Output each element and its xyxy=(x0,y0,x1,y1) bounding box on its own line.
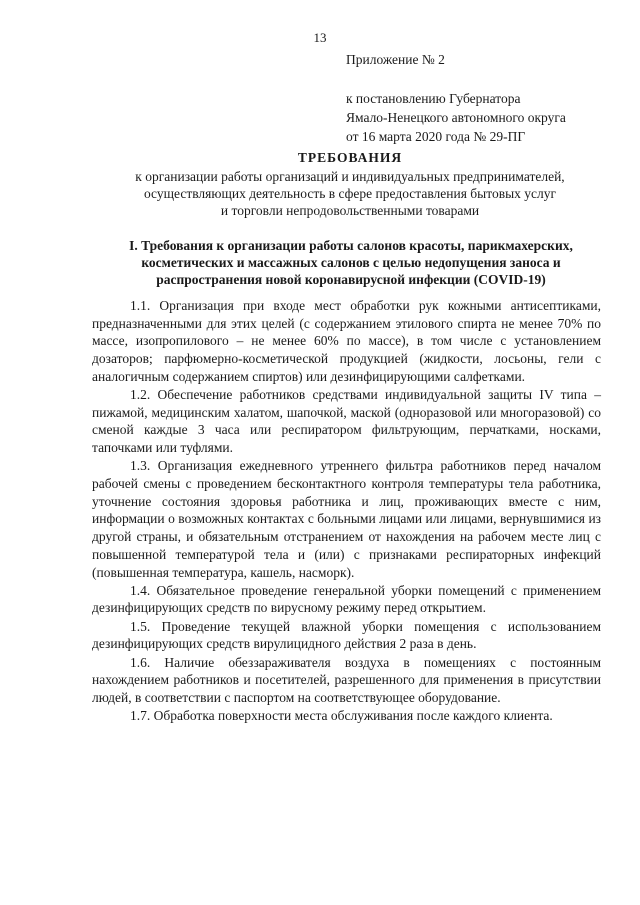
appendix-ref-line: к постановлению Губернатора xyxy=(346,91,521,106)
subtitle-line: осуществляющих деятельность в сфере предоставления бытовых услуг xyxy=(143,186,557,201)
appendix-ref-line: Ямало-Ненецкого автономного округа xyxy=(346,110,566,125)
paragraph-1-4: 1.4. Обязательное проведение генеральной уборки помещений с применением дезинфицирующих средств по вирусному режиму перед открытием. xyxy=(92,582,601,616)
paragraph-1-3: 1.3. Организация ежедневного утреннего фильтра работников перед началом рабочей смены с проведением бесконтактного контроля температуры тела работника, уточнение состояния здоровья работника и лиц, проживающих вместе с ним, информации о возможных контактах с больными лицами или лицами, вернувшимися из другой страны, и обязательным отстранением от нахождения на рабочем месте лиц с повышенной температурой тела и (или) с признаками респираторных инфекций (повышенная температура, кашель, насморк). xyxy=(92,458,601,580)
section-heading xyxy=(96,237,606,288)
heading-line: косметических и массажных салонов с целью недопущения заноса и xyxy=(141,255,561,270)
appendix-block xyxy=(346,50,566,146)
section-body xyxy=(92,297,601,725)
subtitle-line: к организации работы организаций и индивидуальных предпринимателей, xyxy=(135,169,565,184)
page-number: 13 xyxy=(313,30,327,45)
paragraph-1-2: 1.2. Обеспечение работников средствами индивидуальной защиты IV типа – пижамой, медицинским халатом, шапочкой, маской (одноразовой или многоразовой) со сменой каждые 3 часа или респиратором фильтрующим, перчатками, носками, тапочками или туфлями. xyxy=(92,387,601,456)
heading-line: распространения новой коронавирусной инфекции (COVID-19) xyxy=(156,272,546,287)
paragraph-1-7: 1.7. Обработка поверхности места обслуживания после каждого клиента. xyxy=(130,708,553,724)
paragraph-1-1: 1.1. Организация при входе мест обработки рук кожными антисептиками, предназначенными для этих целей (с содержанием этилового спирта не менее 70% по массе, изопропилового – не менее 60% по массе), в том числе с установлением дозаторов; парфюмерно-косметической продукцией (жидкости, лосьоны, гели с аналогичным содержанием спиртов) или дезинфицирующими салфетками. xyxy=(92,298,601,384)
appendix-ref-line: от 16 марта 2020 года № 29-ПГ xyxy=(346,129,526,144)
subtitle-line: и торговли непродовольственными товарами xyxy=(220,203,480,218)
paragraph-1-5: 1.5. Проведение текущей влажной уборки помещения с использованием дезинфицирующих средств вирулицидного действия 2 раза в день. xyxy=(92,618,601,652)
requirements-title: ТРЕБОВАНИЯ xyxy=(297,150,403,165)
paragraph-1-6: 1.6. Наличие обеззараживателя воздуха в помещениях с постоянным нахождением работников и посетителей, разрешенного для применения в присутствии людей, в соответствии с паспортом на соответствующее оборудование. xyxy=(92,654,601,705)
requirements-subtitle xyxy=(90,168,610,219)
appendix-title: Приложение № 2 xyxy=(346,52,445,67)
heading-line: I. Требования к организации работы салонов красоты, парикмахерских, xyxy=(129,238,573,253)
